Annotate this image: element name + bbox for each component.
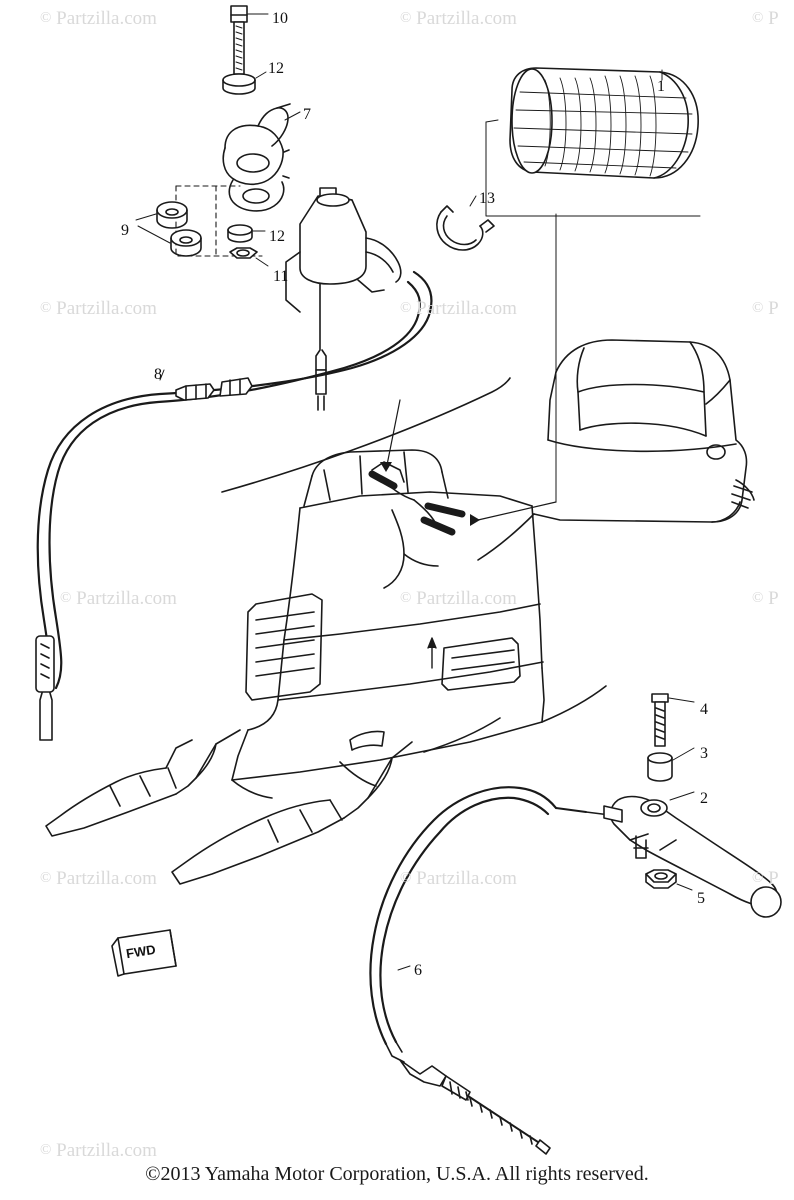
watermark (40, 868, 157, 890)
watermark-text: P (768, 868, 779, 889)
watermark (752, 8, 779, 30)
watermark-text: Partzilla.com (56, 298, 157, 319)
watermark-text: P (768, 298, 779, 319)
watermark-copyright-symbol: © (400, 590, 412, 606)
watermark (752, 298, 779, 320)
watermark-copyright-symbol: © (40, 300, 52, 316)
callout-number: 12 (268, 60, 284, 77)
watermark-copyright-symbol: © (400, 10, 412, 26)
part-bracket-7 (223, 104, 300, 211)
part-bushing-3 (648, 748, 694, 781)
watermark-copyright-symbol: © (752, 10, 764, 26)
watermark-text: Partzilla.com (56, 868, 157, 889)
part-throttle-housing (286, 188, 401, 410)
callout-number: 7 (303, 106, 311, 123)
part-washer-12-mid (228, 225, 265, 242)
callout-number: 2 (700, 790, 708, 807)
copyright-footer: ©2013 Yamaha Motor Corporation, U.S.A. All rights reserved. (145, 1163, 649, 1185)
watermark (40, 8, 157, 30)
annotation-arrow-hood (428, 638, 436, 668)
part-cable-6 (370, 787, 556, 1154)
watermark (400, 868, 517, 890)
watermark (752, 588, 779, 610)
watermark-text: Partzilla.com (416, 868, 517, 889)
callout-number: 13 (479, 190, 495, 207)
watermark-copyright-symbol: © (40, 1142, 52, 1158)
watermark (400, 298, 517, 320)
watermark-copyright-symbol: © (752, 870, 764, 886)
callout-number: 6 (414, 962, 422, 979)
callout-number: 1 (657, 78, 665, 95)
watermark-text: Partzilla.com (56, 1140, 157, 1161)
watermark-copyright-symbol: © (60, 590, 72, 606)
watermark-text: Partzilla.com (416, 298, 517, 319)
callout-number: 5 (697, 890, 705, 907)
watermark (60, 588, 177, 610)
callout-number: 9 (121, 222, 129, 239)
watermark-text: Partzilla.com (76, 588, 177, 609)
callout-number: 11 (273, 268, 289, 285)
part-cable-8 (36, 272, 431, 740)
watermark-copyright-symbol: © (752, 590, 764, 606)
callout-number: 10 (272, 10, 288, 27)
watermark-copyright-symbol: © (400, 870, 412, 886)
watermark (752, 868, 779, 890)
part-nut-11 (230, 248, 268, 266)
part-nut-5 (646, 870, 692, 890)
part-collar-12-top (223, 72, 266, 94)
callout-number: 8 (154, 366, 162, 383)
callout-number: 3 (700, 745, 708, 762)
fwd-direction-label: FWD (125, 941, 157, 962)
watermark-copyright-symbol: © (752, 300, 764, 316)
watermark (40, 298, 157, 320)
watermark-copyright-symbol: © (40, 870, 52, 886)
callout-number: 12 (269, 228, 285, 245)
part-grip-1 (510, 68, 698, 178)
watermark (40, 1140, 157, 1162)
part-grommets-9 (136, 202, 201, 256)
watermark (400, 8, 517, 30)
watermark-copyright-symbol: © (400, 300, 412, 316)
watermark-text: Partzilla.com (56, 8, 157, 29)
part-bolt-4 (652, 694, 694, 746)
watermark-text: Partzilla.com (416, 588, 517, 609)
part-bolt-10 (231, 6, 268, 74)
part-lever-2 (556, 792, 781, 917)
watermark-text: Partzilla.com (416, 8, 517, 29)
watermark-text: P (768, 8, 779, 29)
callout-number: 4 (700, 701, 708, 718)
watermark (400, 588, 517, 610)
watermark-text: P (768, 588, 779, 609)
watermark-copyright-symbol: © (40, 10, 52, 26)
